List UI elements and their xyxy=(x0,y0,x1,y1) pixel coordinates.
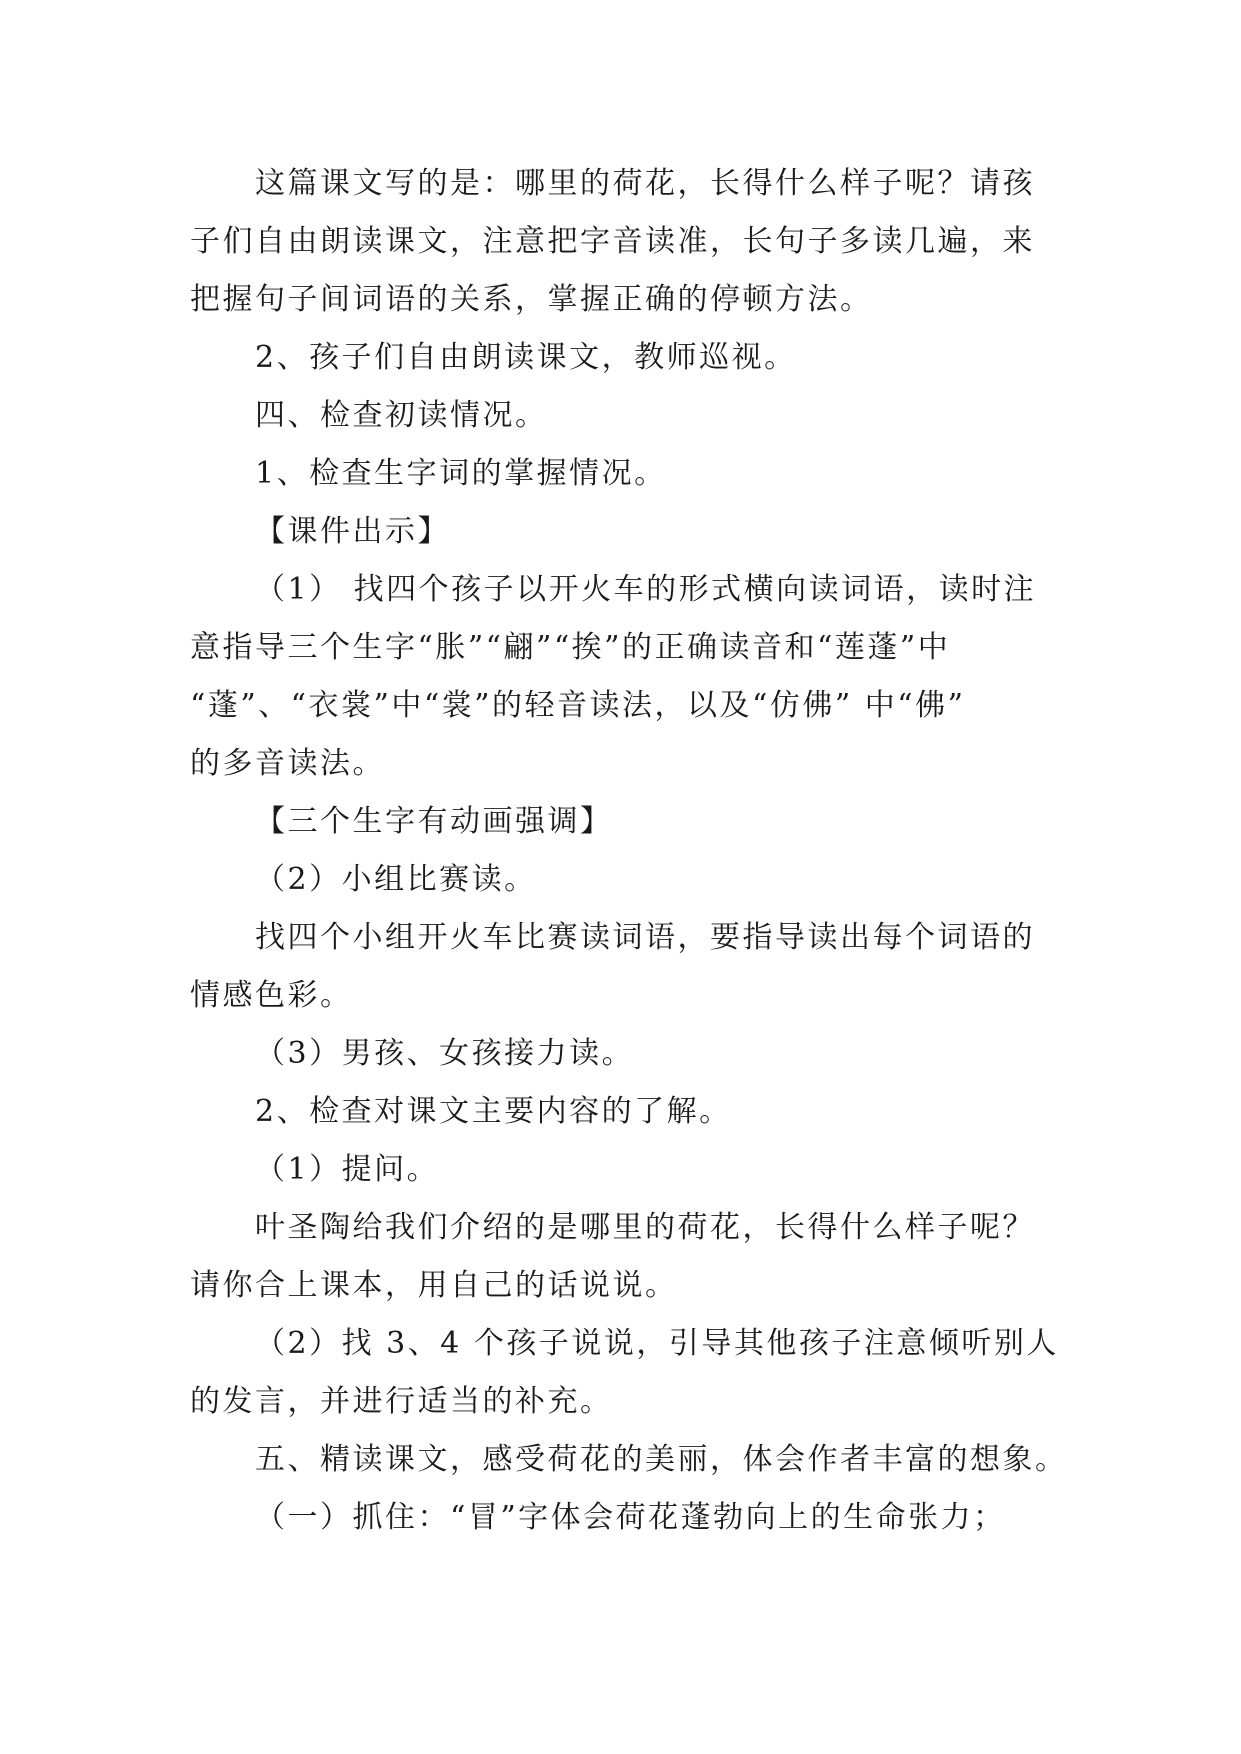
courseware-note: 【课件出示】 xyxy=(255,514,450,549)
paragraph-line: 的发言，并进行适当的补充。 xyxy=(190,1384,613,1419)
paragraph-line: 找四个小组开火车比赛读词语，要指导读出每个词语的 xyxy=(255,920,1035,955)
paragraph-line: 1、检查生字词的掌握情况。 xyxy=(255,456,667,491)
paragraph-line: 情感色彩。 xyxy=(190,978,353,1013)
paragraph-line: （1） 找四个孩子以开火车的形式横向读词语，读时注 xyxy=(255,572,1037,607)
paragraph-line: 2、检查对课文主要内容的了解。 xyxy=(255,1094,732,1129)
courseware-note: 【三个生字有动画强调】 xyxy=(255,804,613,839)
section-heading: 四、检查初读情况。 xyxy=(255,398,548,433)
paragraph-line: 意指导三个生字“胀”“翩”“挨”的正确读音和“莲蓬”中 xyxy=(190,630,951,665)
paragraph-line: （一）抓住：“冒”字体会荷花蓬勃向上的生命张力； xyxy=(255,1500,1006,1535)
paragraph-line: “蓬”、“衣裳”中“裳”的轻音读法，以及“仿佛” 中“佛” xyxy=(190,688,966,723)
section-heading: 五、精读课文，感受荷花的美丽，体会作者丰富的想象。 xyxy=(255,1442,1068,1477)
paragraph-line: （2）找 3、4 个孩子说说，引导其他孩子注意倾听别人 xyxy=(255,1326,1059,1361)
paragraph-line: （3）男孩、女孩接力读。 xyxy=(255,1036,635,1071)
paragraph-line: 把握句子间词语的关系，掌握正确的停顿方法。 xyxy=(190,282,873,317)
paragraph-line: 子们自由朗读课文，注意把字音读准，长句子多读几遍，来 xyxy=(190,224,1035,259)
paragraph-line: （1）提问。 xyxy=(255,1152,440,1187)
paragraph-line: 叶圣陶给我们介绍的是哪里的荷花，长得什么样子呢？ xyxy=(255,1210,1035,1245)
paragraph-line: 2、孩子们自由朗读课文，教师巡视。 xyxy=(255,340,797,375)
paragraph-line: 请你合上课本，用自己的话说说。 xyxy=(190,1268,678,1303)
paragraph-line: 的多音读法。 xyxy=(190,746,385,781)
paragraph-line: 这篇课文写的是：哪里的荷花，长得什么样子呢？请孩 xyxy=(255,166,1035,201)
paragraph-line: （2）小组比赛读。 xyxy=(255,862,537,897)
document-body xyxy=(190,155,1068,1547)
